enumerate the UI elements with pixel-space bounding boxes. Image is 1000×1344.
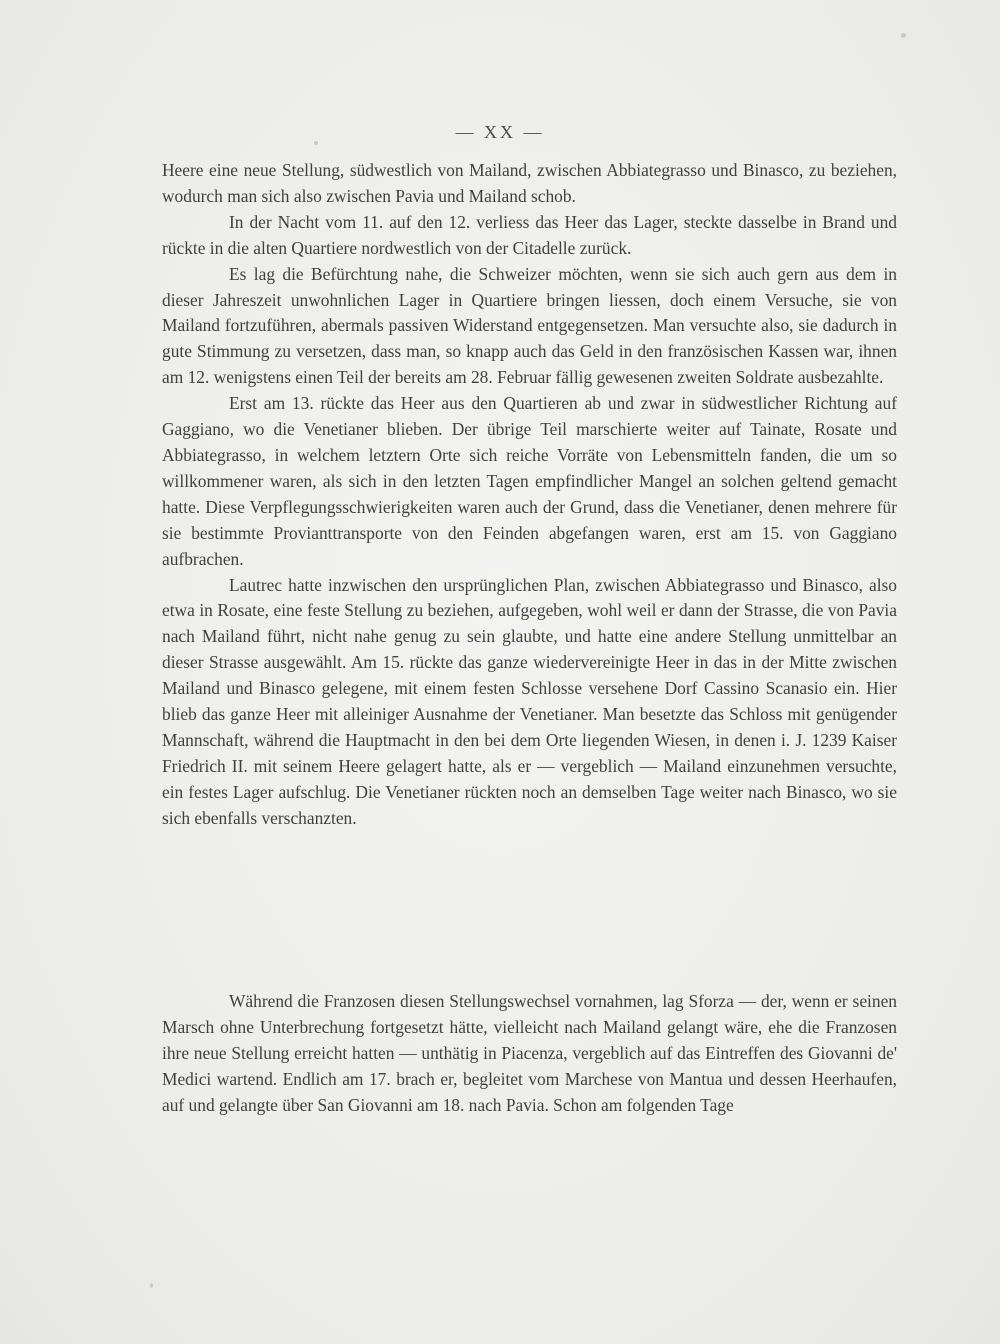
paragraph-1: Heere eine neue Stellung, südwestlich von Mailand, zwischen Abbiategrasso und Binasco, zu beziehen, wodurch man sich also zwischen Pavia und Mailand schob. [162, 160, 897, 206]
paragraph-5: Lautrec hatte inzwischen den ursprünglichen Plan, zwischen Abbiategrasso und Binasco, also etwa in Rosate, eine feste Stellung zu beziehen, aufgegeben, wohl weil er dann der Strasse, die von Pavia nach Mailand führt, nicht nahe genug zu sein glaubte, und hatte eine andere Stellung unmittelbar an dieser Strasse ausgewählt. Am 15. rückte das ganze wiedervereinigte Heer in das in der Mitte zwischen Mailand und Binasco gelegene, mit einem festen Schlosse versehene Dorf Cassino Scanasio ein. Hier blieb das ganze Heer mit alleiniger Ausnahme der Venetianer. Man besetzte das Schloss mit genügender Mannschaft, während die Hauptmacht in den bei dem Orte liegenden Wiesen, in denen i. J. 1239 Kaiser Friedrich II. mit seinem Heere gelagert hatte, als er — vergeblich — Mailand einzunehmen versuchte, ein festes Lager aufschlug. Die Venetianer rückten noch an demselben Tage weiter nach Binasco, wo sie sich ebenfalls verschanzten. [162, 574, 897, 828]
page-number: — XX — [455, 122, 545, 142]
text-block-section-2 [162, 989, 897, 1119]
paper-speck [150, 1283, 153, 1288]
paragraph-6: Während die Franzosen diesen Stellungswechsel vornahmen, lag Sforza — der, wenn er seinen Marsch ohne Unterbrechung fortgesetzt hätte, vielleicht nach Mailand gelangt wäre, ehe die Franzosen ihre neue Stellung erreicht hatten — unthätig in Piacenza, vergeblich auf das Eintreffen des Giovanni de' Medici wartend. Endlich am 17. brach er, begleitet vom Marchese von Mantua und dessen Heerhaufen, auf und gelangte über San Giovanni am 18. nach Pavia. Schon am folgenden Tage [162, 991, 897, 1115]
paragraph-4: Erst am 13. rückte das Heer aus den Quartieren ab und zwar in südwestlicher Richtung auf Gaggiano, wo die Venetianer blieben. Der übrige Teil marschierte weiter auf Tainate, Rosate und Abbiategrasso, in welchem letztern Orte sich reiche Vorräte von Lebensmitteln fanden, die um so willkommener waren, als sich in den letzten Tagen empfindlicher Mangel an solchen geltend gemacht hatte. Diese Verpflegungsschwierigkeiten waren auch der Grund, dass die Venetianer, denen mehrere für sie bestimmte Provianttransporte von den Feinden abgefangen waren, erst am 15. von Gaggiano aufbrachen. [162, 393, 897, 569]
text-block-main [162, 158, 897, 832]
paragraph-2: In der Nacht vom 11. auf den 12. verliess das Heer das Lager, steckte dasselbe in Brand und rückte in die alten Quartiere nordwestlich von der Citadelle zurück. [162, 211, 897, 258]
paper-speck [901, 33, 906, 38]
paragraph-3: Es lag die Befürchtung nahe, die Schweizer möchten, wenn sie sich auch gern aus dem in dieser Jahreszeit unwohnlichen Lager in Quartiere bringen liessen, doch einem Versuche, sie von Mailand fortzuführen, abermals passiven Widerstand entgegensetzen. Man versuchte also, sie dadurch in gute Stimmung zu versetzen, dass man, so knapp auch das Geld in den französischen Kassen war, ihnen am 12. wenigstens einen Teil der bereits am 28. Februar fällig gewesenen zweiten Soldrate ausbezahlte. [162, 263, 897, 388]
paper-speck [314, 141, 318, 145]
